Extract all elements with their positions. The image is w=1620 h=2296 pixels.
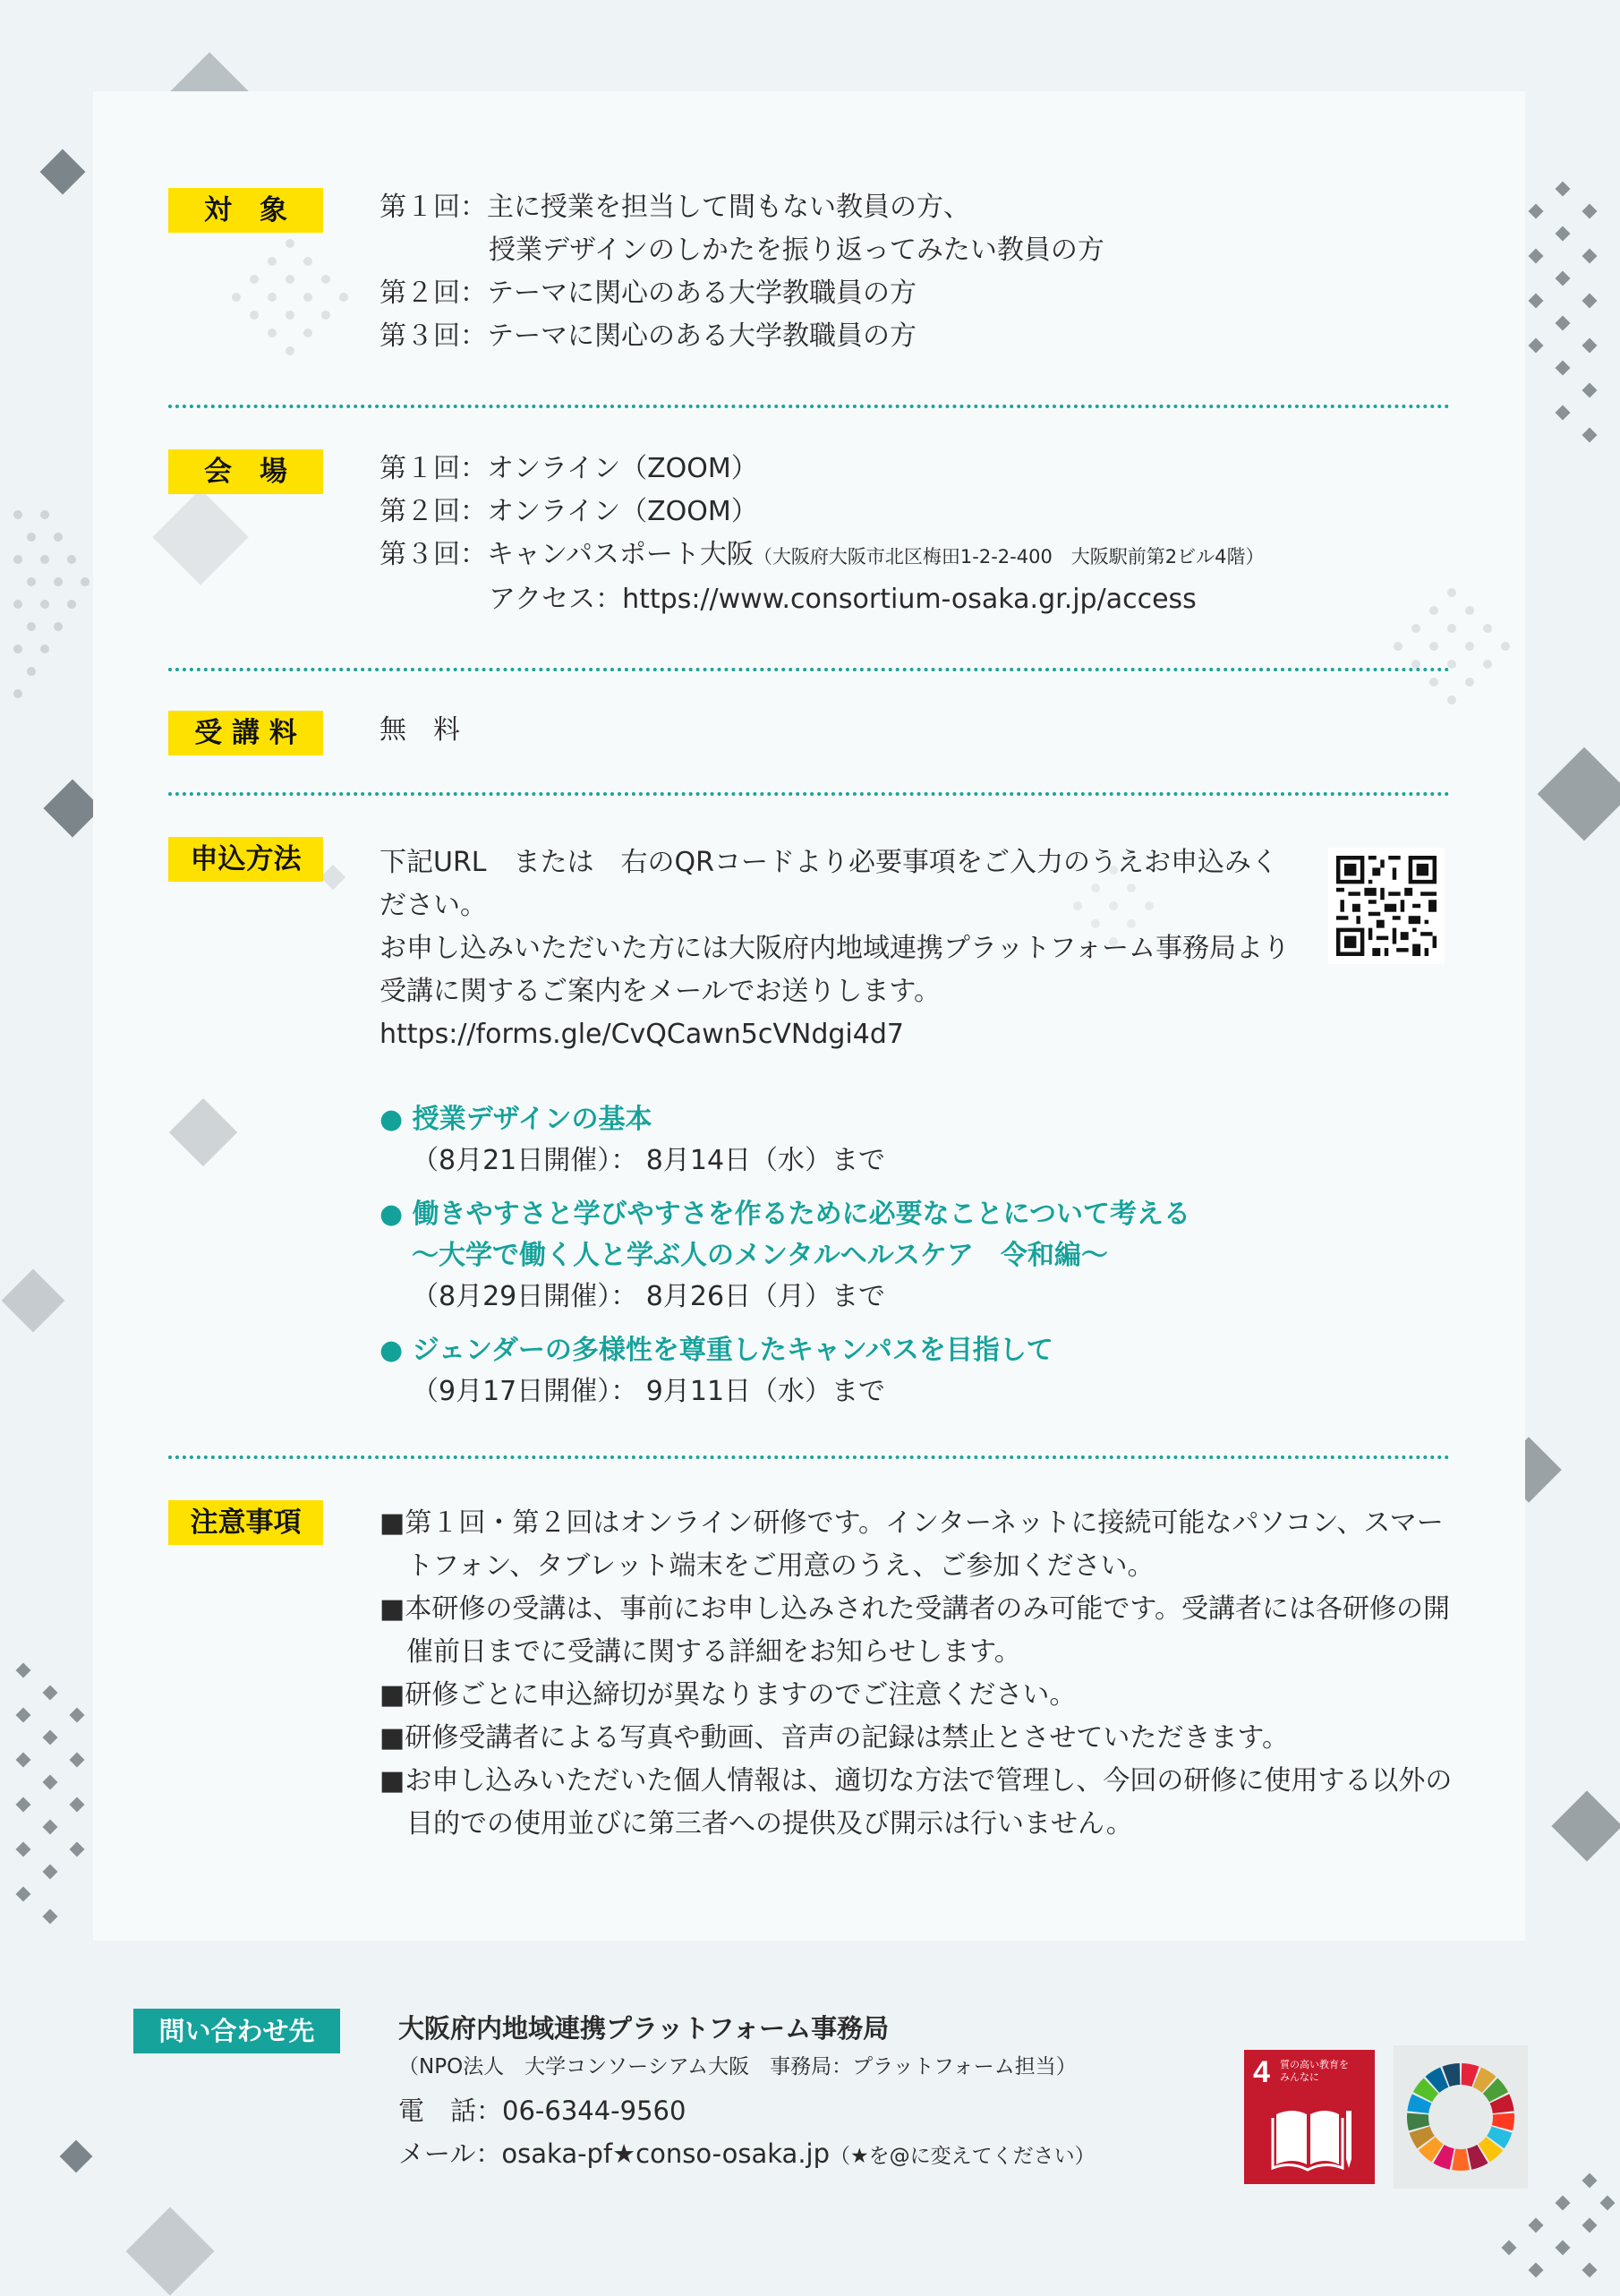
note-item: ■お申し込みいただいた個人情報は、適切な方法で管理し、今回の研修に使用する以外の目的での使用並びに第三者への提供及び開示は行いません。 [379,1765,1453,1839]
venue-access [379,578,1265,621]
apply-para-1: 下記URL または 右のQRコードより必要事項をご入力のうえお申込みください。 [379,847,1278,921]
course-list [379,1099,1190,1413]
book-pencil-icon [1271,2102,1353,2172]
qr-code-icon [1328,848,1445,964]
target-line-2: 授業デザインのしかたを振り返ってみたい教員の方 [489,235,1104,266]
apply-para-2-line-1: お申し込みいただいた方には大阪府内地域連携プラットフォーム事務局より [379,933,1290,964]
notes-list [379,1502,1462,1846]
sdg-goal-text-2: みんなに [1280,2071,1319,2083]
course-subtitle: ～大学で働く人と学ぶ人のメンタルヘルスケア 令和編～ [412,1240,1108,1271]
notes-label: 注意事項 [168,1500,323,1545]
contact-mail [398,2132,1096,2178]
access-label: アクセス： [489,584,623,615]
decor-diamond [40,149,86,195]
venue-line-3-main: 第３回：キャンパスポート大阪 [379,539,754,570]
course-title: ● 授業デザインの基本 [379,1104,652,1135]
sdg-wheel-icon [1403,2059,1519,2175]
decor-diamond [2,1269,65,1333]
venue-text [379,448,1265,621]
course-deadline: （8月29日開催）： 8月26日（月）まで [412,1281,886,1312]
decor-dot-cluster [1380,584,1523,727]
sdg-goal-text-1: 質の高い教育を [1280,2059,1349,2070]
target-line-3: 第２回：テーマに関心のある大学教職員の方 [379,277,917,309]
contact-org: 大阪府内地域連携プラットフォーム事務局 [398,2013,890,2044]
decor-diamond [152,489,248,585]
note-item: ■研修受講者による写真や動画、音声の記録は禁止とさせていただきます。 [379,1722,1289,1754]
sdg-goal-4-logo [1244,2050,1375,2184]
venue-address: （大阪府大阪市北区梅田1-2-2-400 大阪駅前第2ビル4階） [753,546,1265,568]
sdg-wheel-segment [1452,2149,1470,2171]
section-divider [168,668,1450,671]
venue-line-2: 第２回：オンライン（ZOOM） [379,496,758,527]
qr-code[interactable] [1328,848,1445,964]
note-item: ■第１回・第２回はオンライン研修です。インターネットに接続可能なパソコン、スマートフォン、タブレット端末をご用意のうえ、ご参加ください。 [379,1507,1444,1582]
note-item: ■本研修の受講は、事前にお申し込みされた受講者のみ可能です。受講者には各研修の開催前日までに受講に関する詳細をお知らせします。 [379,1593,1450,1668]
apply-para-2-line-2: 受講に関するご案内をメールでお送りします。 [379,976,941,1007]
course-title: ● 働きやすさと学びやすさを作るために必要なことについて考える [379,1199,1191,1230]
contact-info [398,2007,1096,2178]
content-card [93,91,1525,1941]
decor-diamond [1538,747,1620,841]
venue-label: 会 場 [168,449,323,494]
decor-diamond [169,1098,237,1166]
apply-label: 申込方法 [168,837,323,882]
course-item [379,1194,1190,1318]
access-link[interactable]: https://www.consortium-osaka.gr.jp/access [622,584,1197,615]
sdg-wheel-logo [1394,2045,1528,2189]
venue-line-1: 第１回：オンライン（ZOOM） [379,453,758,484]
course-deadline: （8月21日開催）： 8月14日（水）まで [412,1145,886,1176]
contact-label: 問い合わせ先 [133,2009,340,2053]
apply-text [379,841,1301,1056]
course-deadline: （9月17日開催）： 9月11日（水）まで [412,1376,886,1407]
decor-dot-cluster [218,235,362,360]
note-item: ■研修ごとに申込締切が異なりますのでご注意ください。 [379,1679,1077,1711]
course-title: ● ジェンダーの多様性を尊重したキャンパスを目指して [379,1335,1053,1366]
course-item [379,1330,1190,1413]
target-line-4: 第３回：テーマに関心のある大学教職員の方 [379,320,917,352]
target-line-1: 第１回：主に授業を担当して間もない教員の方、 [379,192,970,223]
venue-line-3 [379,533,1265,578]
contact-mail-note: （★を@に変えてください） [830,2145,1096,2168]
course-item [379,1099,1190,1182]
section-divider [168,405,1450,408]
fee-value: 無 料 [379,714,460,746]
contact-org-sub: （NPO法人 大学コンソーシアム大阪 事務局：プラットフォーム担当） [398,2055,1077,2078]
apply-form-link[interactable]: https://forms.gle/CvQCawn5cVNdgi4d7 [379,1019,904,1050]
decor-diamond [126,2207,215,2296]
contact-phone: 電 話：06-6344-9560 [398,2095,686,2126]
fee-label: 受 講 料 [168,711,323,755]
contact-mail-address[interactable]: メール：osaka-pf★conso-osaka.jp [398,2138,830,2169]
decor-diamond [60,2140,93,2173]
target-label: 対 象 [168,188,323,233]
sdg-goal-number: 4 [1253,2055,1270,2089]
section-divider [168,1455,1450,1459]
decor-diamond [320,865,345,890]
target-text [379,186,1104,358]
section-divider [168,792,1450,796]
decor-diamond [1551,1790,1620,1861]
